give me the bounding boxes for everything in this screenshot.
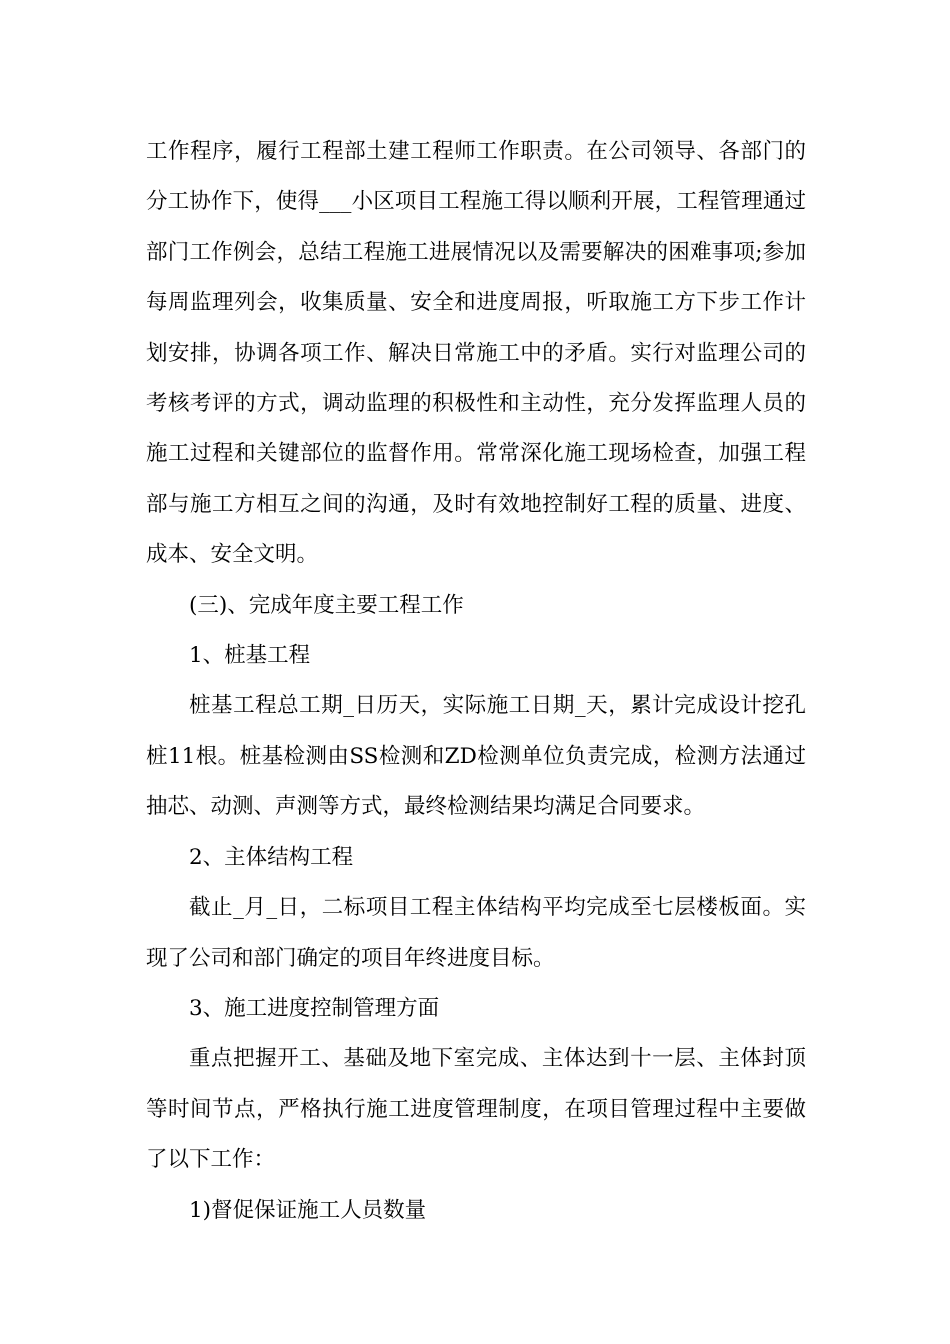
paragraph-duties: 工作程序，履行工程部土建工程师工作职责。在公司领导、各部门的分工协作下，使得___小区项目工程施工得以顺利开展，工程管理通过部门工作例会，总结工程施工进展情况以及需要解决的困难事项;参加每周监理列会，收集质量、安全和进度周报，听取施工方下步工作计划安排，协调各项工作、解决日常施工中的矛盾。实行对监理公司的考核考评的方式，调动监理的积极性和主动性，充分发挥监理人员的施工过程和关键部位的监督作用。常常深化施工现场检查，加强工程部与施工方相互之间的沟通，及时有效地控制好工程的质量、进度、成本、安全文明。	[146, 139, 806, 568]
subheading-main-structure: 2、主体结构工程	[189, 844, 354, 870]
paragraph-schedule-control: 重点把握开工、基础及地下室完成、主体达到十一层、主体封顶等时间节点，严格执行施工进度管理制度，在项目管理过程中主要做了以下工作：	[146, 1046, 806, 1173]
subheading-schedule-control: 3、施工进度控制管理方面	[189, 995, 440, 1021]
document-body	[146, 127, 806, 1236]
section-heading-annual-work: (三)、完成年度主要工程工作	[189, 592, 464, 618]
list-item-staffing: 1)督促保证施工人员数量	[189, 1197, 427, 1223]
paragraph-pile-foundation: 桩基工程总工期_日历天，实际施工日期_天，累计完成设计挖孔桩11根。桩基检测由SS检测和ZD检测单位负责完成，检测方法通过抽芯、动测、声测等方式，最终检测结果均满足合同要求。	[146, 693, 806, 820]
paragraph-main-structure: 截止_月_日，二标项目工程主体结构平均完成至七层楼板面。实现了公司和部门确定的项目年终进度目标。	[146, 895, 806, 971]
subheading-pile-foundation: 1、桩基工程	[189, 643, 311, 669]
